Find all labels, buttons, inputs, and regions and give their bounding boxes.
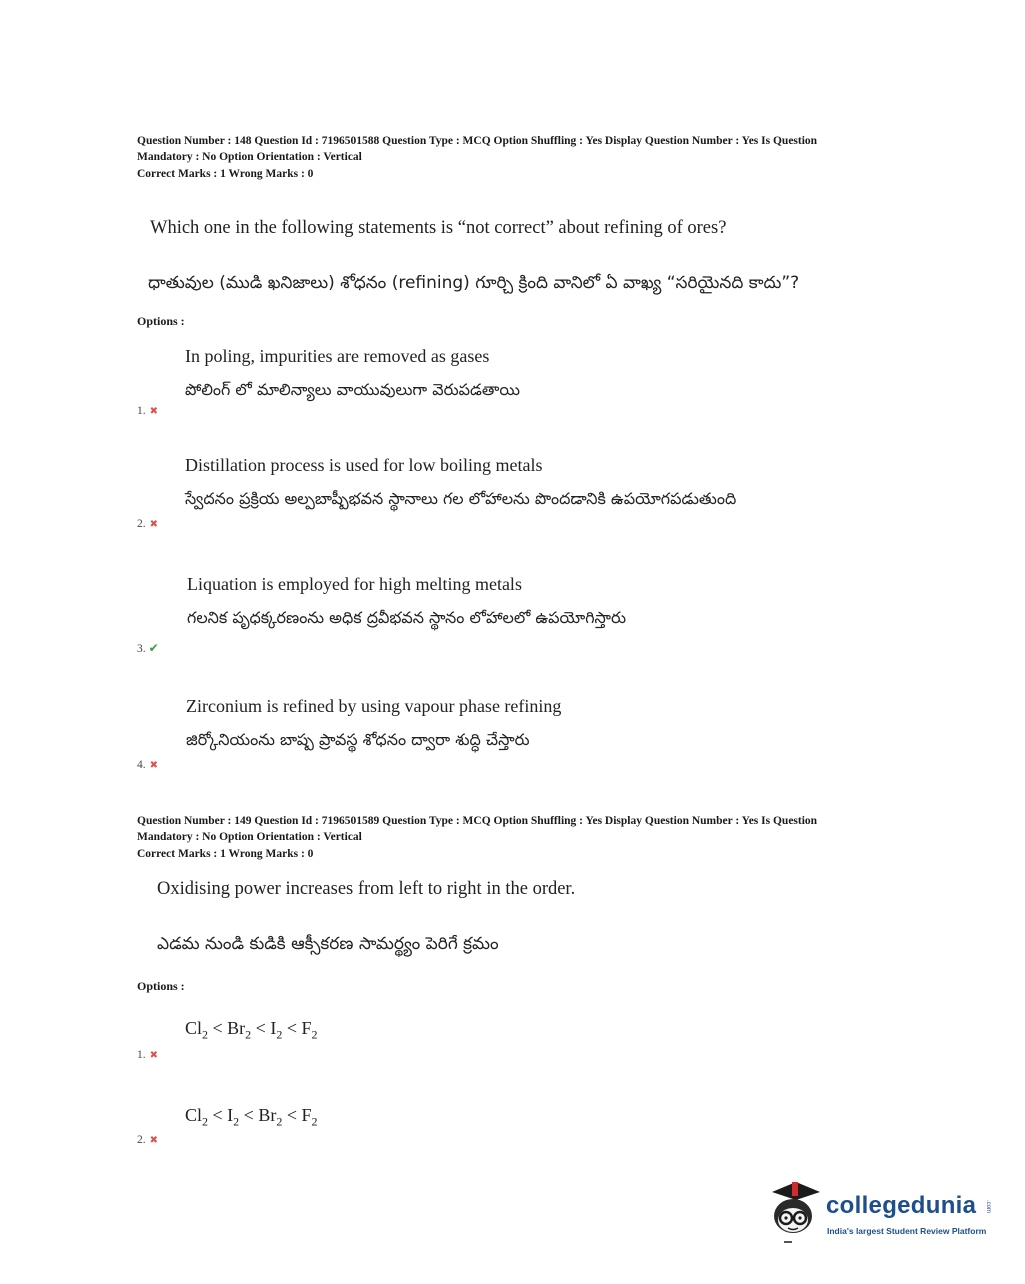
mascot-icon — [766, 1178, 824, 1248]
option-index: 1. — [137, 405, 146, 417]
formula-subscript: 2 — [311, 1114, 318, 1129]
option-text-te: గలనిక పృధక్కరణంను అధిక ద్రవీభవన స్థానం లోహాలలో ఉపయోగిస్తారు — [187, 608, 627, 627]
question-148-meta — [137, 134, 917, 183]
formula-part: Cl — [185, 1018, 203, 1038]
option-number — [137, 1049, 158, 1061]
option-text-en: Liquation is employed for high melting metals — [187, 574, 522, 594]
formula-part: < I — [251, 1018, 277, 1038]
wrong-mark-icon: ✖ — [149, 406, 159, 417]
formula-subscript: 2 — [276, 1114, 283, 1129]
wrong-mark-icon: ✖ — [149, 760, 159, 771]
meta-line: Mandatory : No Option Orientation : Vertical — [137, 830, 362, 843]
wrong-mark-icon: ✖ — [149, 1050, 159, 1061]
option-number — [137, 641, 159, 655]
formula-part: < I — [208, 1105, 234, 1125]
option-index: 3. — [137, 643, 146, 655]
option-index: 4. — [137, 759, 146, 771]
question-149-text-en: Oxidising power increases from left to right in the order. — [157, 879, 576, 899]
options-label: Options : — [137, 314, 185, 328]
formula-subscript: 2 — [233, 1114, 240, 1129]
brand-name: collegedunia — [826, 1192, 977, 1219]
option-index: 2. — [137, 1134, 146, 1146]
question-148-text-te: ధాతువుల (ముడి ఖనిజాలు) శోధనం (refining) గూర్చి క్రింది వానిలో ఏ వాఖ్య “సరియైనది కాదు”? — [148, 273, 800, 293]
correct-check-icon: ✔ — [148, 641, 159, 655]
formula-part: < Br — [239, 1105, 277, 1125]
option-number — [137, 405, 158, 417]
formula-part: < F — [282, 1018, 312, 1038]
option-index: 2. — [137, 518, 146, 530]
meta-line: Mandatory : No Option Orientation : Vertical — [137, 150, 362, 163]
question-148-text-en: Which one in the following statements is “not correct” about refining of ores? — [150, 218, 727, 238]
option-number — [137, 518, 158, 530]
meta-line: Question Number : 148 Question Id : 7196501588 Question Type : MCQ Option Shuffling : Yes Display Question Number : Yes Is Question — [137, 135, 818, 147]
option-text-en: In poling, impurities are removed as gases — [185, 346, 490, 366]
option-number — [137, 759, 158, 771]
question-149-meta — [137, 814, 917, 863]
meta-line: Question Number : 149 Question Id : 7196501589 Question Type : MCQ Option Shuffling : Yes Display Question Number : Yes Is Question — [137, 815, 818, 827]
meta-line: Correct Marks : 1 Wrong Marks : 0 — [137, 168, 314, 180]
option-text-te: స్వేదనం ప్రక్రియ అల్పబాష్పీభవన స్థానాలు గల లోహాలను పొందడానికి ఉపయోగపడుతుంది — [185, 489, 737, 508]
formula-subscript: 2 — [202, 1114, 209, 1129]
wrong-mark-icon: ✖ — [149, 519, 159, 530]
options-label: Options : — [137, 979, 185, 993]
meta-line: Correct Marks : 1 Wrong Marks : 0 — [137, 848, 314, 860]
option-index: 1. — [137, 1049, 146, 1061]
option-text-te: జిర్కోనియంను బాష్ప ప్రావస్థ శోధనం ద్వారా శుద్ధి చేస్తారు — [186, 730, 530, 749]
formula-part: < F — [282, 1105, 312, 1125]
question-149-text-te: ఎడమ నుండి కుడికి ఆక్సీకరణ సామర్థ్యం పెరిగే క్రమం — [157, 934, 499, 954]
option-text-te: పోలింగ్ లో మాలిన్యాలు వాయువులుగా వెరుపడతాయి — [185, 380, 520, 399]
formula-part: < Br — [208, 1018, 246, 1038]
option-formula — [185, 1018, 318, 1043]
brand-tagline: India's largest Student Review Platform — [827, 1226, 987, 1236]
option-text-en: Zirconium is refined by using vapour phase refining — [186, 696, 562, 716]
wrong-mark-icon: ✖ — [149, 1135, 159, 1146]
formula-subscript: 2 — [202, 1027, 209, 1042]
option-text-en: Distillation process is used for low boiling metals — [185, 455, 543, 475]
option-formula — [185, 1105, 318, 1130]
formula-subscript: 2 — [245, 1027, 252, 1042]
formula-part: Cl — [185, 1105, 203, 1125]
brand-suffix: .com — [985, 1200, 991, 1214]
option-number — [137, 1134, 158, 1146]
formula-subscript: 2 — [276, 1027, 283, 1042]
formula-subscript: 2 — [311, 1027, 318, 1042]
collegedunia-logo — [766, 1178, 996, 1248]
